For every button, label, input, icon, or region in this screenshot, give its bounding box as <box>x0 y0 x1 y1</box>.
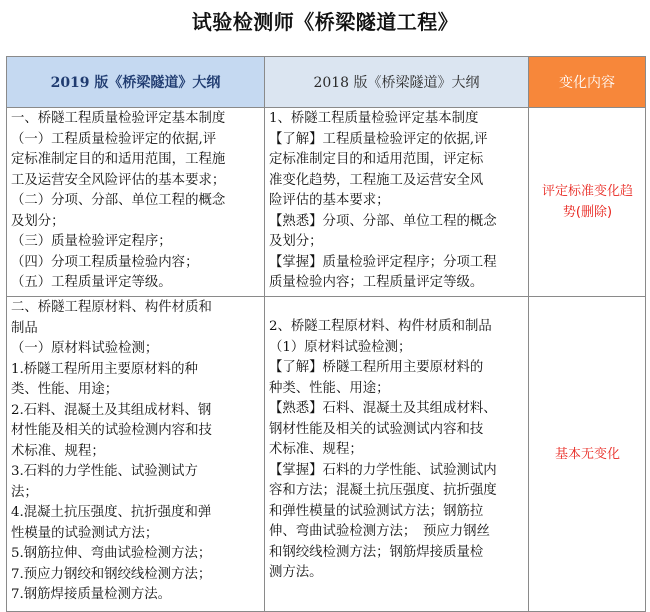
text-line: 伸、弯曲试验检测方法； 预应力钢丝 <box>269 524 490 539</box>
text-line: 类、性能、用途； <box>11 382 119 397</box>
text-line: 制品 <box>11 320 38 336</box>
text-line: （五）工程质量评定等级。 <box>11 275 172 290</box>
text-line: （四）分项工程质量检验内容； <box>11 254 199 270</box>
text-line: 1、桥隧工程质量检验评定基本制度 <box>269 111 479 126</box>
table-row <box>7 297 646 612</box>
text-line: 4.混凝土抗压强度、抗折强度和弹 <box>11 505 212 520</box>
text-line: 7.钢筋焊接质量检测方法。 <box>11 587 172 602</box>
text-line: 【掌握】质量检验评定程序；分项工程 <box>269 254 497 270</box>
text-line: 性模量的试验测试方法； <box>11 525 159 541</box>
text-line: 质量检验内容；工程质量评定等级。 <box>269 275 484 290</box>
text-line: 测方法。 <box>269 565 323 580</box>
text-line: 【掌握】石料的力学性能、试验测试内 <box>269 462 497 478</box>
text-line: 【熟悉】分项、分部、单位工程的概念 <box>269 213 497 229</box>
header-2019: 2019 版《桥梁隧道》大纲 <box>7 57 265 108</box>
text-line: 工及运营安全风险评估的基本要求； <box>11 172 226 188</box>
text-line: 定标准制定目的和适用范围，评定标 <box>269 152 484 167</box>
text-line: （1）原材料试验检测； <box>269 339 412 355</box>
text-line: 二、桥隧工程原材料、构件材质和 <box>11 300 212 315</box>
text-line: 术标准、规程； <box>269 442 363 457</box>
text-line: 【了解】桥隧工程所用主要原材料的 <box>269 360 484 375</box>
text-line: （一）原材料试验检测； <box>11 341 159 356</box>
text-line: 险评估的基本要求； <box>269 193 390 208</box>
cell-2019 <box>7 108 265 297</box>
text-line: 术标准、规程； <box>11 443 105 459</box>
text-line: 及划分； <box>11 213 65 229</box>
text-line: 及划分； <box>269 234 323 249</box>
table-header-row <box>7 57 646 108</box>
header-change: 变化内容 <box>529 57 646 108</box>
change-note: 基本无变化 <box>554 446 620 462</box>
text-line: 种类、性能、用途； <box>269 380 390 396</box>
cell-change <box>529 297 646 612</box>
text-line: 钢材性能及相关的试验测试内容和技 <box>269 421 484 437</box>
change-note: 评定标准变化趋 <box>541 184 633 199</box>
cell-change <box>529 108 646 297</box>
text-line: 法； <box>11 484 38 500</box>
text-line: （一）工程质量检验评定的依据,评 <box>11 131 217 147</box>
page-title: 试验检测师《桥梁隧道工程》 <box>191 10 459 34</box>
header-2018: 2018 版《桥梁隧道》大纲 <box>265 57 529 108</box>
text-line: 2、桥隧工程原材料、构件材质和制品 <box>269 319 492 334</box>
text-line: 容和方法；混凝土抗压强度、抗折强度 <box>269 483 497 498</box>
text-line: 【了解】工程质量检验评定的依据,评 <box>269 131 488 147</box>
text-line: 一、桥隧工程质量检验评定基本制度 <box>11 111 226 126</box>
change-note: 势(删除) <box>562 205 613 220</box>
cell-2019 <box>7 297 265 612</box>
text-line: 定标准制定目的和适用范围，工程施 <box>11 152 226 167</box>
text-line: 和弹性模量的试验测试方法；钢筋拉 <box>269 503 484 519</box>
text-line: 5.钢筋拉伸、弯曲试验检测方法； <box>11 546 212 561</box>
text-line: 1.桥隧工程所用主要原材料的种 <box>11 361 198 377</box>
text-line: （三）质量检验评定程序； <box>11 234 172 249</box>
text-line: 2.石料、混凝土及其组成材料、钢 <box>11 402 212 418</box>
syllabus-comparison-table <box>6 56 646 612</box>
cell-2018 <box>265 297 529 612</box>
text-line: 准变化趋势，工程施工及运营安全风 <box>269 172 484 188</box>
text-line: 材性能及相关的试验检测内容和技 <box>11 423 212 438</box>
text-line: 7.预应力钢绞和钢绞线检测方法； <box>11 566 212 582</box>
text-line: 【熟悉】石料、混凝土及其组成材料、 <box>269 401 497 416</box>
text-line: 和钢绞线检测方法；钢筋焊接质量检 <box>269 544 484 560</box>
text-line: （二）分项、分部、单位工程的概念 <box>11 193 226 208</box>
text-line: 3.石料的力学性能、试验测试方 <box>11 464 198 479</box>
spacer <box>269 298 525 317</box>
cell-2018 <box>265 108 529 297</box>
table-row <box>7 108 646 297</box>
